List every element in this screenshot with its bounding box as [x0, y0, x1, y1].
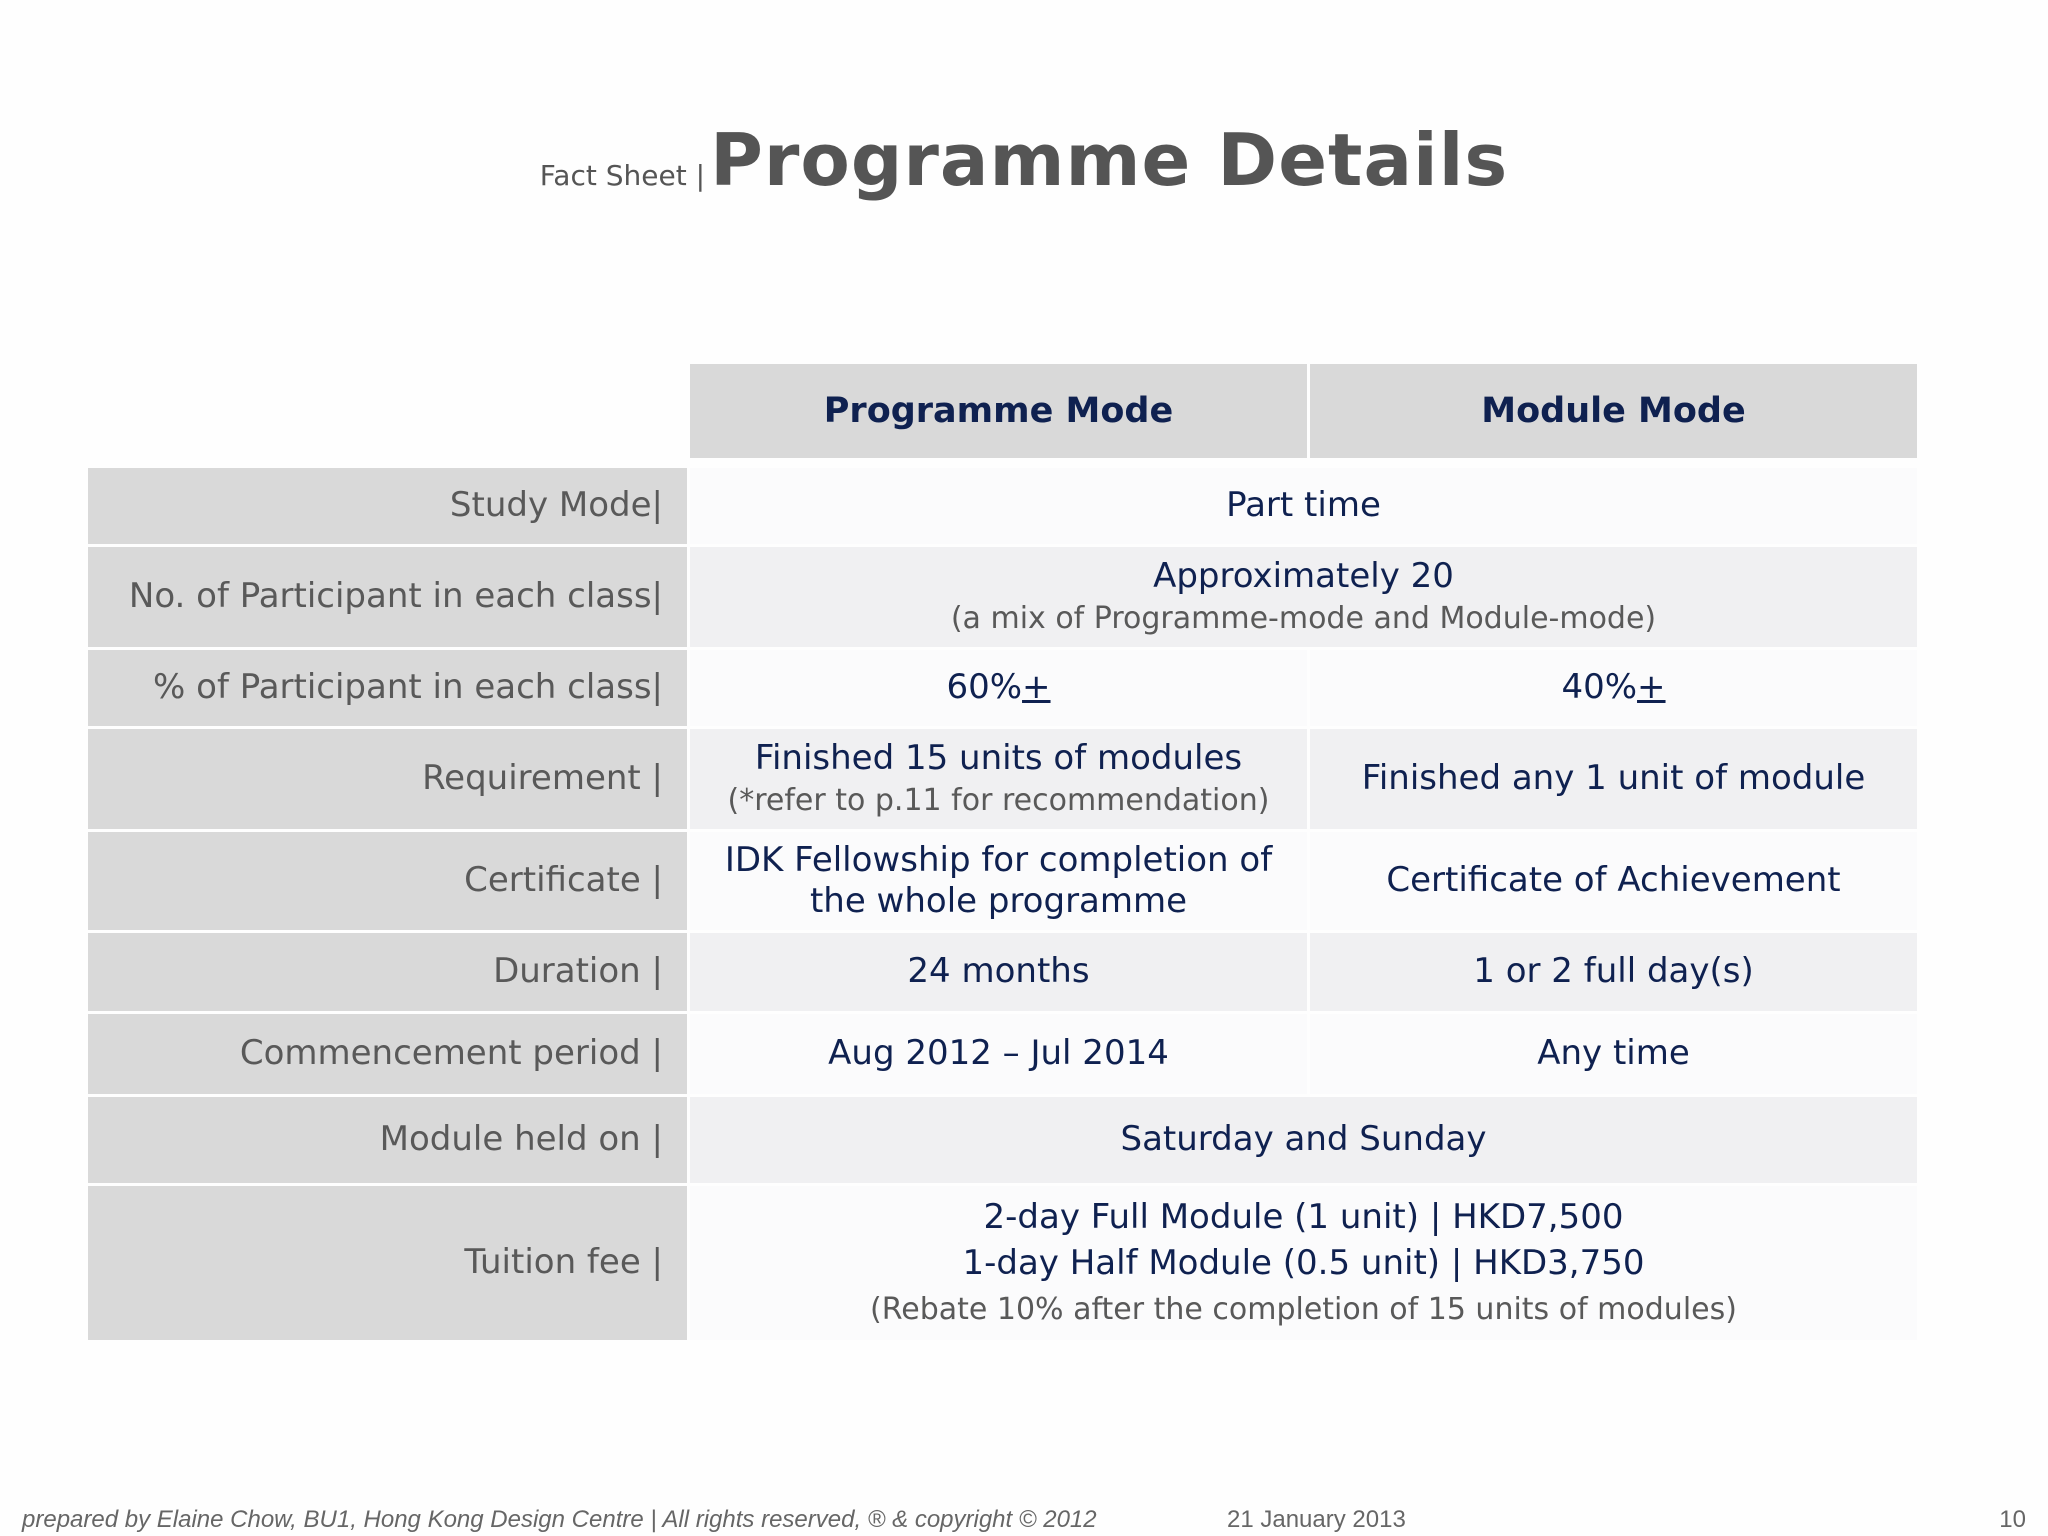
module-duration-text: 1 or 2 full day(s) — [1473, 951, 1754, 992]
title-main: Programme Details — [710, 118, 1509, 202]
programme-certificate-cell — [690, 832, 1307, 930]
study-mode-value — [690, 468, 1917, 544]
participant-count-text: Approximately 20 — [1153, 555, 1454, 596]
footer-date: 21 January 2013 — [1227, 1506, 1406, 1533]
page-number: 10 — [1999, 1506, 2026, 1533]
tuition-fee-note: (Rebate 10% after the completion of 15 units of modules) — [870, 1292, 1737, 1328]
row-label-duration: Duration | — [88, 933, 687, 1011]
programme-duration-text: 24 months — [907, 951, 1090, 992]
module-certificate-text: Certificate of Achievement — [1386, 860, 1841, 901]
tuition-fee-line2: 1-day Half Module (0.5 unit) | HKD3,750 — [962, 1242, 1645, 1283]
column-header-module-mode: Module Mode — [1310, 364, 1917, 458]
study-mode-text: Part time — [1226, 485, 1381, 526]
module-percent-cell — [1310, 650, 1917, 726]
programme-percent-value: 60%+ — [946, 667, 1051, 708]
row-label-participant-percent: % of Participant in each class| — [88, 650, 687, 726]
programme-certificate-line1: IDK Fellowship for completion of — [724, 839, 1273, 880]
row-label-study-mode: Study Mode| — [88, 468, 687, 544]
row-label-commencement: Commencement period | — [88, 1014, 687, 1094]
programme-requirement-cell — [690, 729, 1307, 829]
programme-commencement-cell — [690, 1014, 1307, 1094]
column-header-programme-mode: Programme Mode — [690, 364, 1307, 458]
programme-commencement-text: Aug 2012 – Jul 2014 — [828, 1033, 1169, 1074]
module-commencement-text: Any time — [1537, 1033, 1690, 1074]
module-held-on-value — [690, 1097, 1917, 1183]
module-duration-cell — [1310, 933, 1917, 1011]
row-label-participant-count: No. of Participant in each class| — [88, 547, 687, 647]
programme-duration-cell — [690, 933, 1307, 1011]
row-label-tuition-fee: Tuition fee | — [88, 1186, 687, 1340]
title-prefix: Fact Sheet | — [539, 159, 706, 192]
programme-requirement-text: Finished 15 units of modules — [754, 737, 1243, 778]
programme-requirement-note: (*refer to p.11 for recommendation) — [727, 783, 1270, 819]
tuition-fee-value — [690, 1186, 1917, 1340]
module-requirement-cell — [1310, 729, 1917, 829]
module-percent-value: 40%+ — [1561, 667, 1666, 708]
module-certificate-cell — [1310, 832, 1917, 930]
programme-certificate-line2: the whole programme — [809, 881, 1188, 921]
row-label-certificate: Certificate | — [88, 832, 687, 930]
programme-percent-cell — [690, 650, 1307, 726]
row-label-module-held-on: Module held on | — [88, 1097, 687, 1183]
module-held-on-text: Saturday and Sunday — [1120, 1119, 1487, 1160]
participant-count-note: (a mix of Programme-mode and Module-mode) — [950, 601, 1657, 637]
module-commencement-cell — [1310, 1014, 1917, 1094]
participant-count-value — [690, 547, 1917, 647]
module-requirement-text: Finished any 1 unit of module — [1361, 758, 1866, 799]
footer-credit: prepared by Elaine Chow, BU1, Hong Kong Design Centre | All rights reserved, ® & copyright © 2012 — [22, 1506, 1097, 1533]
row-label-requirement: Requirement | — [88, 729, 687, 829]
tuition-fee-line1: 2-day Full Module (1 unit) | HKD7,500 — [983, 1197, 1624, 1238]
